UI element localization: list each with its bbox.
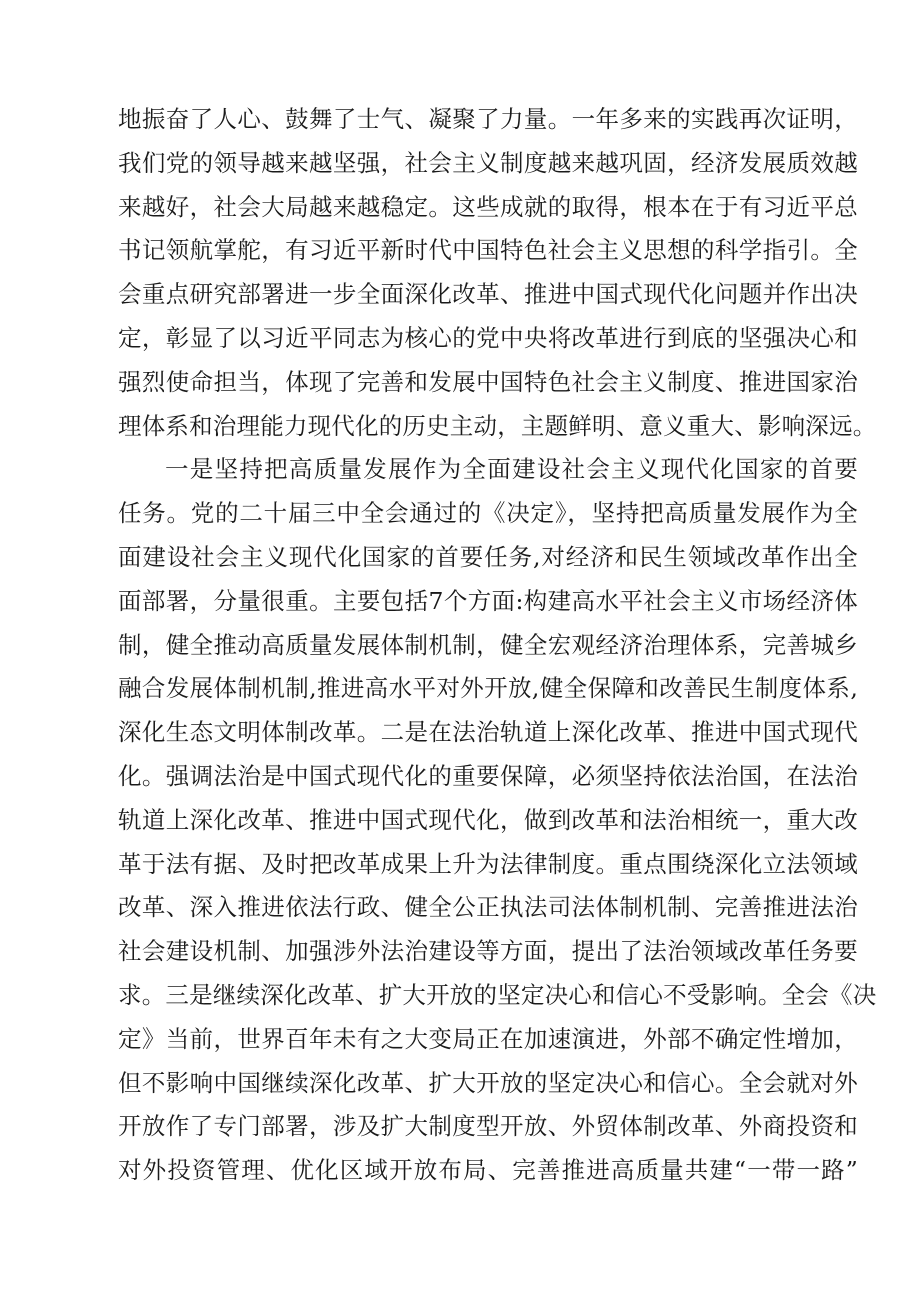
text-line: 开放作了专门部署，涉及扩大制度型开放、外贸体制改革、外商投资和: [118, 1112, 858, 1141]
text-line: 社会建设机制、加强涉外法治建设等方面，提出了法治领域改革任务要: [118, 937, 858, 966]
text-line: 求。三是继续深化改革、扩大开放的坚定决心和信心不受影响。全会《决: [118, 980, 877, 1009]
text-line: 地振奋了人心、鼓舞了士气、凝聚了力量。一年多来的实践再次证明，: [118, 105, 858, 133]
body-text: [118, 98, 877, 1193]
text-line: 一是坚持把高质量发展作为全面建设社会主义现代化国家的首要: [165, 455, 858, 484]
text-line: 理体系和治理能力现代化的历史主动，主题鲜明、意义重大、影响深远。: [118, 411, 877, 440]
text-line: 面建设社会主义现代化国家的首要任务,对经济和民生领域改革作出全: [118, 542, 858, 571]
text-line: 会重点研究部署进一步全面深化改革、推进中国式现代化问题并作出决: [118, 280, 858, 309]
text-line: 融合发展体制机制,推进高水平对外开放,健全保障和改善民生制度体系,: [118, 674, 858, 703]
text-line: 定》当前，世界百年未有之大变局正在加速演进，外部不确定性增加，: [118, 1024, 858, 1053]
text-line: 面部署，分量很重。主要包括7个方面:构建高水平社会主义市场经济体: [118, 586, 858, 615]
text-line: 对外投资管理、优化区域开放布局、完善推进高质量共建“一带一路”: [118, 1156, 858, 1185]
text-line: 任务。党的二十届三中全会通过的《决定》，坚持把高质量发展作为全: [118, 499, 858, 528]
text-line: 来越好，社会大局越来越稳定。这些成就的取得，根本在于有习近平总: [118, 192, 858, 221]
text-line: 书记领航掌舵，有习近平新时代中国特色社会主义思想的科学指引。全: [118, 236, 858, 265]
text-line: 化。强调法治是中国式现代化的重要保障，必须坚持依法治国，在法治: [118, 761, 858, 790]
text-line: 制，健全推动高质量发展体制机制，健全宏观经济治理体系，完善城乡: [118, 630, 858, 659]
text-line: 但不影响中国继续深化改革、扩大开放的坚定决心和信心。全会就对外: [118, 1068, 858, 1097]
text-line: 深化生态文明体制改革。二是在法治轨道上深化改革、推进中国式现代: [118, 718, 858, 747]
text-line: 轨道上深化改革、推进中国式现代化，做到改革和法治相统一，重大改: [118, 805, 858, 834]
text-line: 改革、深入推进依法行政、健全公正执法司法体制机制、完善推进法治: [118, 893, 858, 922]
text-line: 定，彰显了以习近平同志为核心的党中央将改革进行到底的坚强决心和: [118, 323, 858, 352]
text-line: 我们党的领导越来越坚强，社会主义制度越来越巩固，经济发展质效越: [118, 148, 858, 177]
text-line: 强烈使命担当，体现了完善和发展中国特色社会主义制度、推进国家治: [118, 367, 858, 396]
text-line: 革于法有据、及时把改革成果上升为法律制度。重点围绕深化立法领域: [118, 849, 858, 878]
